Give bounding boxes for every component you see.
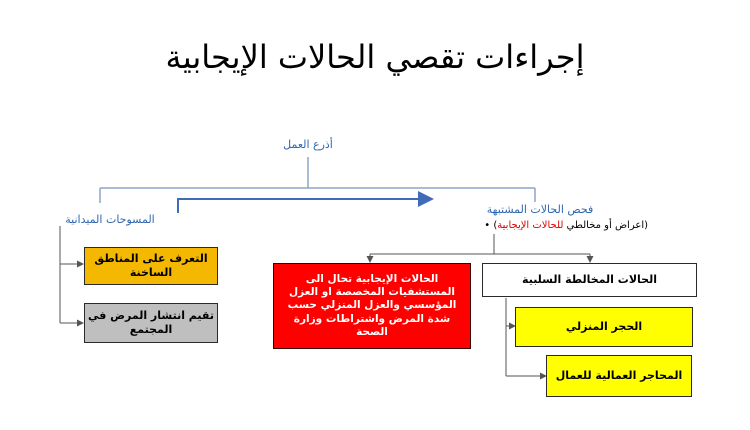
left-branch-label: المسوحات الميدانية [65,213,155,226]
negative-contacts-box: الحالات المخالطة السلبية [482,263,697,297]
community-spread-assessment-box: تقيم انتشار المرض في المجتمع [84,303,218,343]
flow-arrow [178,199,432,213]
note-prefix: (اعراض أو مخالطي [563,220,648,231]
positive-cases-box: الحالات الإيجابية تحال الى المستشفيات المخصصة او العزل المؤسسي والعزل المنزلي حسب شدة المرض واشتراطات وزارة الصحة [273,263,471,349]
right-branch-label: فحص الحالات المشتبهة [486,203,594,216]
page-title: إجراءات تقصي الحالات الإيجابية [165,38,585,76]
home-quarantine-box: الحجر المنزلي [515,307,693,347]
suspected-cases-note [470,220,648,231]
note-highlight: للحالات الإيجابية [497,220,564,231]
hotspot-identification-box: التعرف على المناطق الساخنة [84,247,218,285]
root-node-label: أذرع العمل [283,138,333,151]
note-suffix: ) • [484,220,498,231]
labor-quarantine-box: المحاجر العمالية للعمال [546,355,692,397]
